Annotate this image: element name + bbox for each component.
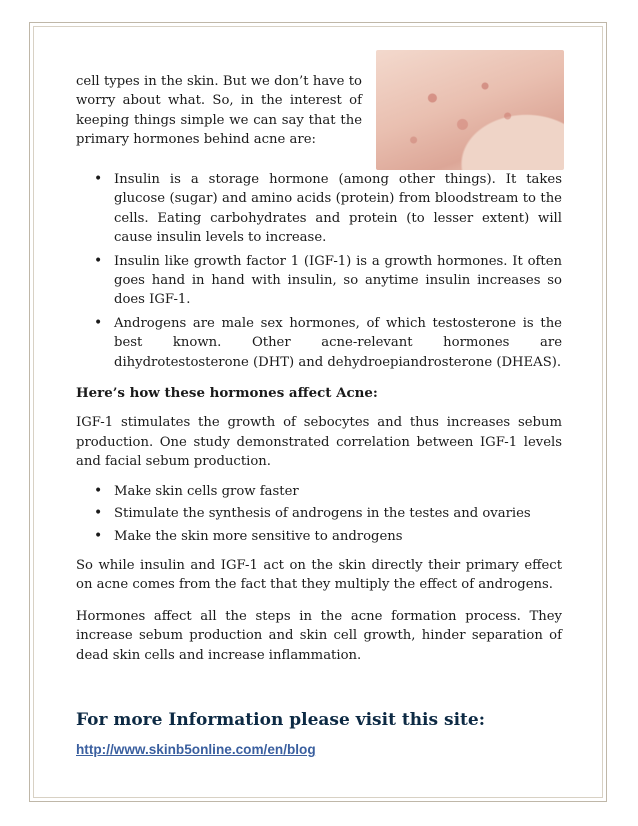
summary-paragraph: So while insulin and IGF-1 act on the skin directly their primary effect on acne comes from the fact that they multiply the effect of androgens. bbox=[76, 557, 562, 593]
list-item: • Make the skin more sensitive to androgens bbox=[114, 527, 562, 546]
effects-list bbox=[76, 482, 562, 546]
skin-acne-photo bbox=[376, 50, 564, 170]
list-item: • Make skin cells grow faster bbox=[114, 482, 562, 501]
hormone-list bbox=[76, 170, 562, 372]
section-heading: Here’s how these hormones affect Acne: bbox=[76, 385, 378, 402]
list-item: • Stimulate the synthesis of androgens in the testes and ovaries bbox=[114, 504, 562, 523]
intro-paragraph: cell types in the skin. But we don’t have to worry about what. So, in the interest of keeping things simple we can say that the primary hormones behind acne are: bbox=[76, 74, 362, 148]
list-item: • Androgens are male sex hormones, of which testosterone is the best known. Other acne-relevant hormones are dihydrotestosterone (DHT) and dehydroepiandrosterone (DHEAS). bbox=[114, 314, 562, 372]
list-item: • Insulin is a storage hormone (among other things). It takes glucose (sugar) and amino acids (protein) from bloodstream to the cells. Eating carbohydrates and protein (to lesser extent) will cause insulin levels to increase. bbox=[114, 170, 562, 248]
cta-heading: For more Information please visit this site: bbox=[76, 709, 485, 730]
blog-link[interactable]: http://www.skinb5online.com/en/blog bbox=[76, 742, 316, 758]
list-item: • Insulin like growth factor 1 (IGF-1) is a growth hormones. It often goes hand in hand with insulin, so anytime insulin increases so does IGF-1. bbox=[114, 252, 562, 310]
igf-paragraph: IGF-1 stimulates the growth of sebocytes and thus increases sebum production. One study demonstrated correlation between IGF-1 levels and facial sebum production. bbox=[76, 415, 562, 470]
intro-block bbox=[76, 72, 562, 160]
process-paragraph: Hormones affect all the steps in the acne formation process. They increase sebum production and skin cell growth, hinder separation of dead skin cells and increase inflammation. bbox=[76, 608, 562, 663]
document-body bbox=[76, 72, 562, 761]
